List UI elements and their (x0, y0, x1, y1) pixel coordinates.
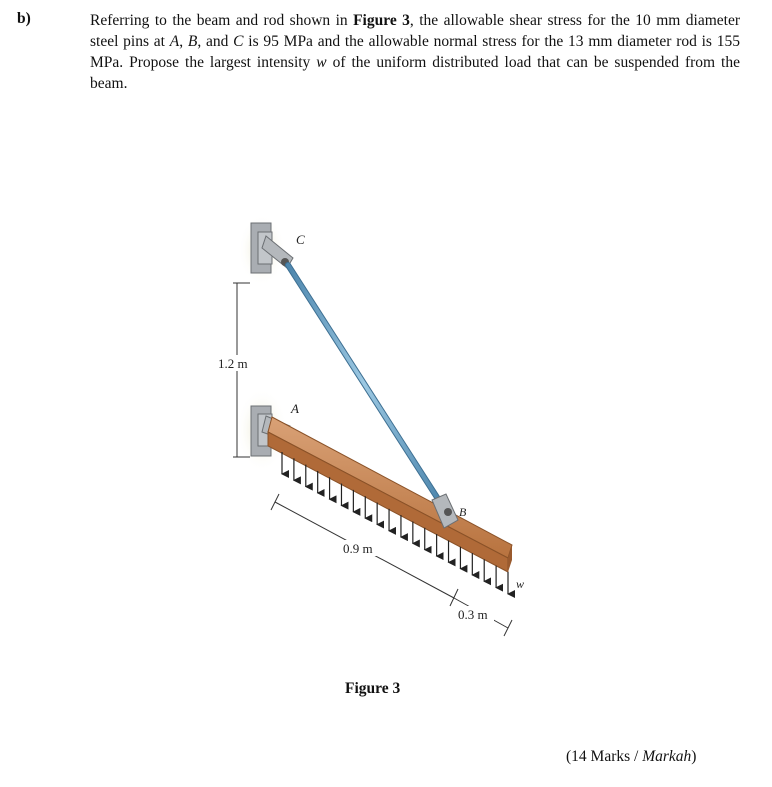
point-label-c: C (296, 232, 305, 247)
length-ab-label: 0.9 m (343, 541, 373, 556)
question-label: b) (17, 10, 31, 27)
figure-reference: Figure 3 (353, 12, 410, 29)
distributed-load-arrows (282, 452, 508, 594)
point-label-b: B (459, 505, 467, 519)
marks-label: (14 Marks / Markah) (566, 748, 697, 765)
question-text: Referring to the beam and rod shown in Figure 3, the allowable shear stress for the 10 mm diameter steel pins at A, B, and C is 95 MPa and the allowable normal stress for the 13 mm diameter rod is 155 MPa. Propose the largest intensity w of the uniform distributed load that can be suspended from the beam. (90, 12, 740, 92)
length-dimension (271, 494, 512, 636)
length-overhang-label: 0.3 m (458, 607, 488, 622)
height-label: 1.2 m (218, 356, 248, 371)
load-label-w: w (516, 577, 525, 591)
point-label-a: A (291, 401, 299, 416)
beam (268, 417, 512, 572)
figure-caption: Figure 3 (345, 680, 401, 697)
pin-b (444, 508, 452, 516)
